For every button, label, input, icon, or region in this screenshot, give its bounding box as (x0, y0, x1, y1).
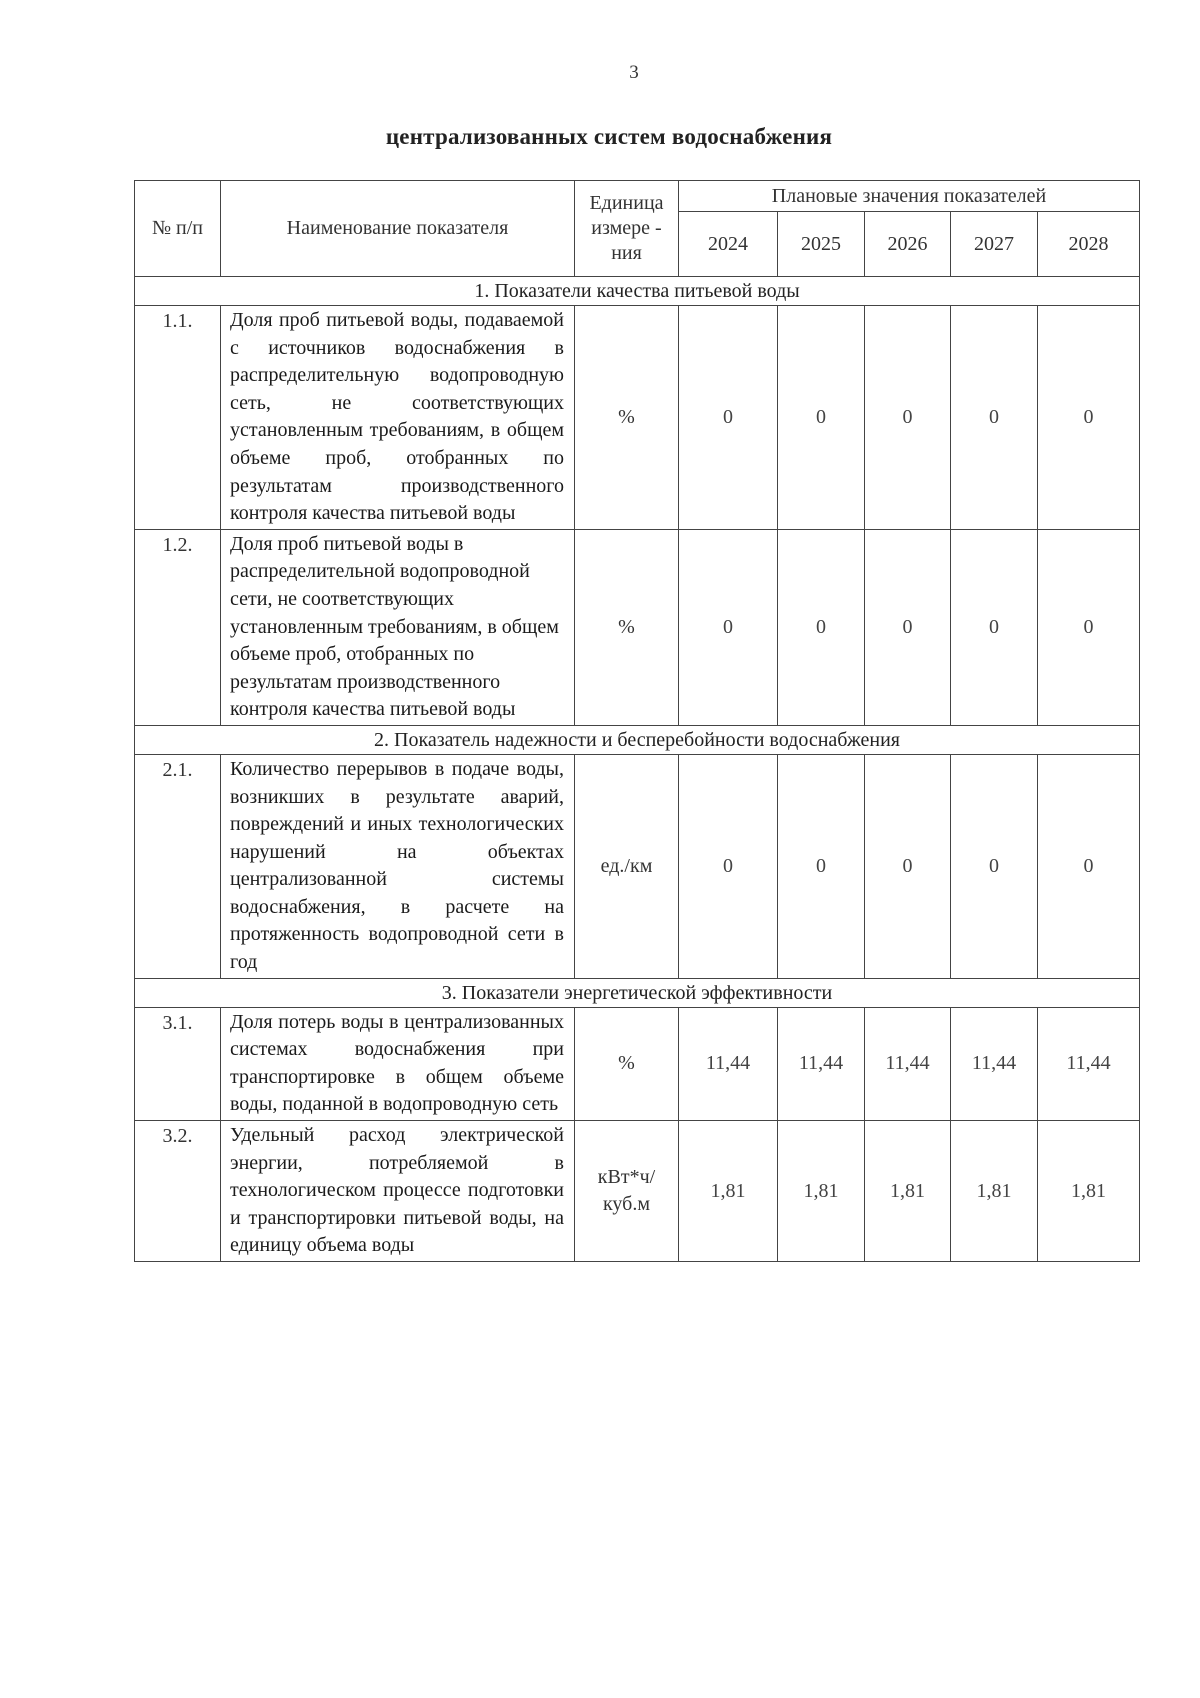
row-name: Количество перерывов в подаче воды, возникших в результате аварий, повреждений и иных технологических нарушений на объектах централизованной системы водоснабжения, в расчете на протяженность водопроводной сети в год (221, 754, 575, 978)
value-2026: 0 (865, 529, 951, 725)
header-unit (575, 181, 679, 277)
row-number: 3.1. (135, 1007, 221, 1120)
section-title-2: 2. Показатель надежности и бесперебойности водоснабжения (135, 725, 1140, 754)
value-2024: 11,44 (679, 1007, 778, 1120)
section-row (135, 725, 1140, 754)
row-name: Удельный расход электрической энергии, потребляемой в технологическом процессе подготовки и транспортировки питьевой воды, на единицу объема воды (221, 1121, 575, 1262)
value-2024: 0 (679, 306, 778, 530)
row-unit: % (575, 1007, 679, 1120)
value-2027: 11,44 (951, 1007, 1038, 1120)
header-row (135, 181, 1140, 212)
header-name: Наименование показателя (221, 181, 575, 277)
row-name: Доля проб питьевой воды в распределительной водопроводной сети, не соответствующих установленным требованиям, в общем объеме проб, отобранных по результатам производственного контроля качества питьевой воды (221, 529, 575, 725)
table-row (135, 529, 1140, 725)
section-title-3: 3. Показатели энергетической эффективности (135, 978, 1140, 1007)
value-2026: 0 (865, 306, 951, 530)
value-2028: 0 (1038, 529, 1140, 725)
table-row (135, 1121, 1140, 1262)
row-name: Доля потерь воды в централизованных системах водоснабжения при транспортировке в общем объеме воды, поданной в водопроводную сеть (221, 1007, 575, 1120)
header-year-2027: 2027 (951, 212, 1038, 277)
row-number: 1.2. (135, 529, 221, 725)
value-2024: 1,81 (679, 1121, 778, 1262)
value-2025: 0 (778, 306, 865, 530)
table-row (135, 754, 1140, 978)
header-year-2025: 2025 (778, 212, 865, 277)
header-unit-line-3: ния (611, 242, 642, 264)
value-2028: 11,44 (1038, 1007, 1140, 1120)
page-number: 3 (629, 62, 639, 83)
table-row (135, 306, 1140, 530)
header-planned-values: Плановые значения показателей (679, 181, 1140, 212)
row-unit (575, 1121, 679, 1262)
value-2027: 0 (951, 306, 1038, 530)
document-heading: централизованных систем водоснабжения (385, 124, 833, 149)
value-2024: 0 (679, 754, 778, 978)
row-number: 3.2. (135, 1121, 221, 1262)
row-unit: ед./км (575, 754, 679, 978)
value-2027: 0 (951, 529, 1038, 725)
value-2027: 1,81 (951, 1121, 1038, 1262)
value-2026: 0 (865, 754, 951, 978)
value-2028: 0 (1038, 306, 1140, 530)
row-unit: % (575, 529, 679, 725)
header-number: № п/п (135, 181, 221, 277)
value-2026: 11,44 (865, 1007, 951, 1120)
value-2027: 0 (951, 754, 1038, 978)
section-row (135, 277, 1140, 306)
value-2025: 11,44 (778, 1007, 865, 1120)
table-row (135, 1007, 1140, 1120)
row-name: Доля проб питьевой воды, подаваемой с источников водоснабжения в распределительную водопроводную сеть, не соответствующих установленным требованиям, в общем объеме проб, отобранных по результатам производственного контроля качества питьевой воды (221, 306, 575, 530)
header-unit-line-1: Единица (589, 192, 664, 214)
row-unit: % (575, 306, 679, 530)
header-year-2024: 2024 (679, 212, 778, 277)
row-unit-line-1: кВт*ч/ (597, 1166, 656, 1189)
value-2028: 0 (1038, 754, 1140, 978)
value-2025: 1,81 (778, 1121, 865, 1262)
value-2025: 0 (778, 529, 865, 725)
row-number: 1.1. (135, 306, 221, 530)
value-2026: 1,81 (865, 1121, 951, 1262)
header-year-2028: 2028 (1038, 212, 1140, 277)
value-2024: 0 (679, 529, 778, 725)
header-year-2026: 2026 (865, 212, 951, 277)
row-unit-line-2: куб.м (602, 1193, 650, 1216)
value-2028: 1,81 (1038, 1121, 1140, 1262)
header-unit-line-2: измере - (591, 217, 662, 239)
indicators-table (134, 180, 1140, 1262)
value-2025: 0 (778, 754, 865, 978)
section-row (135, 978, 1140, 1007)
section-title-1: 1. Показатели качества питьевой воды (135, 277, 1140, 306)
row-number: 2.1. (135, 754, 221, 978)
